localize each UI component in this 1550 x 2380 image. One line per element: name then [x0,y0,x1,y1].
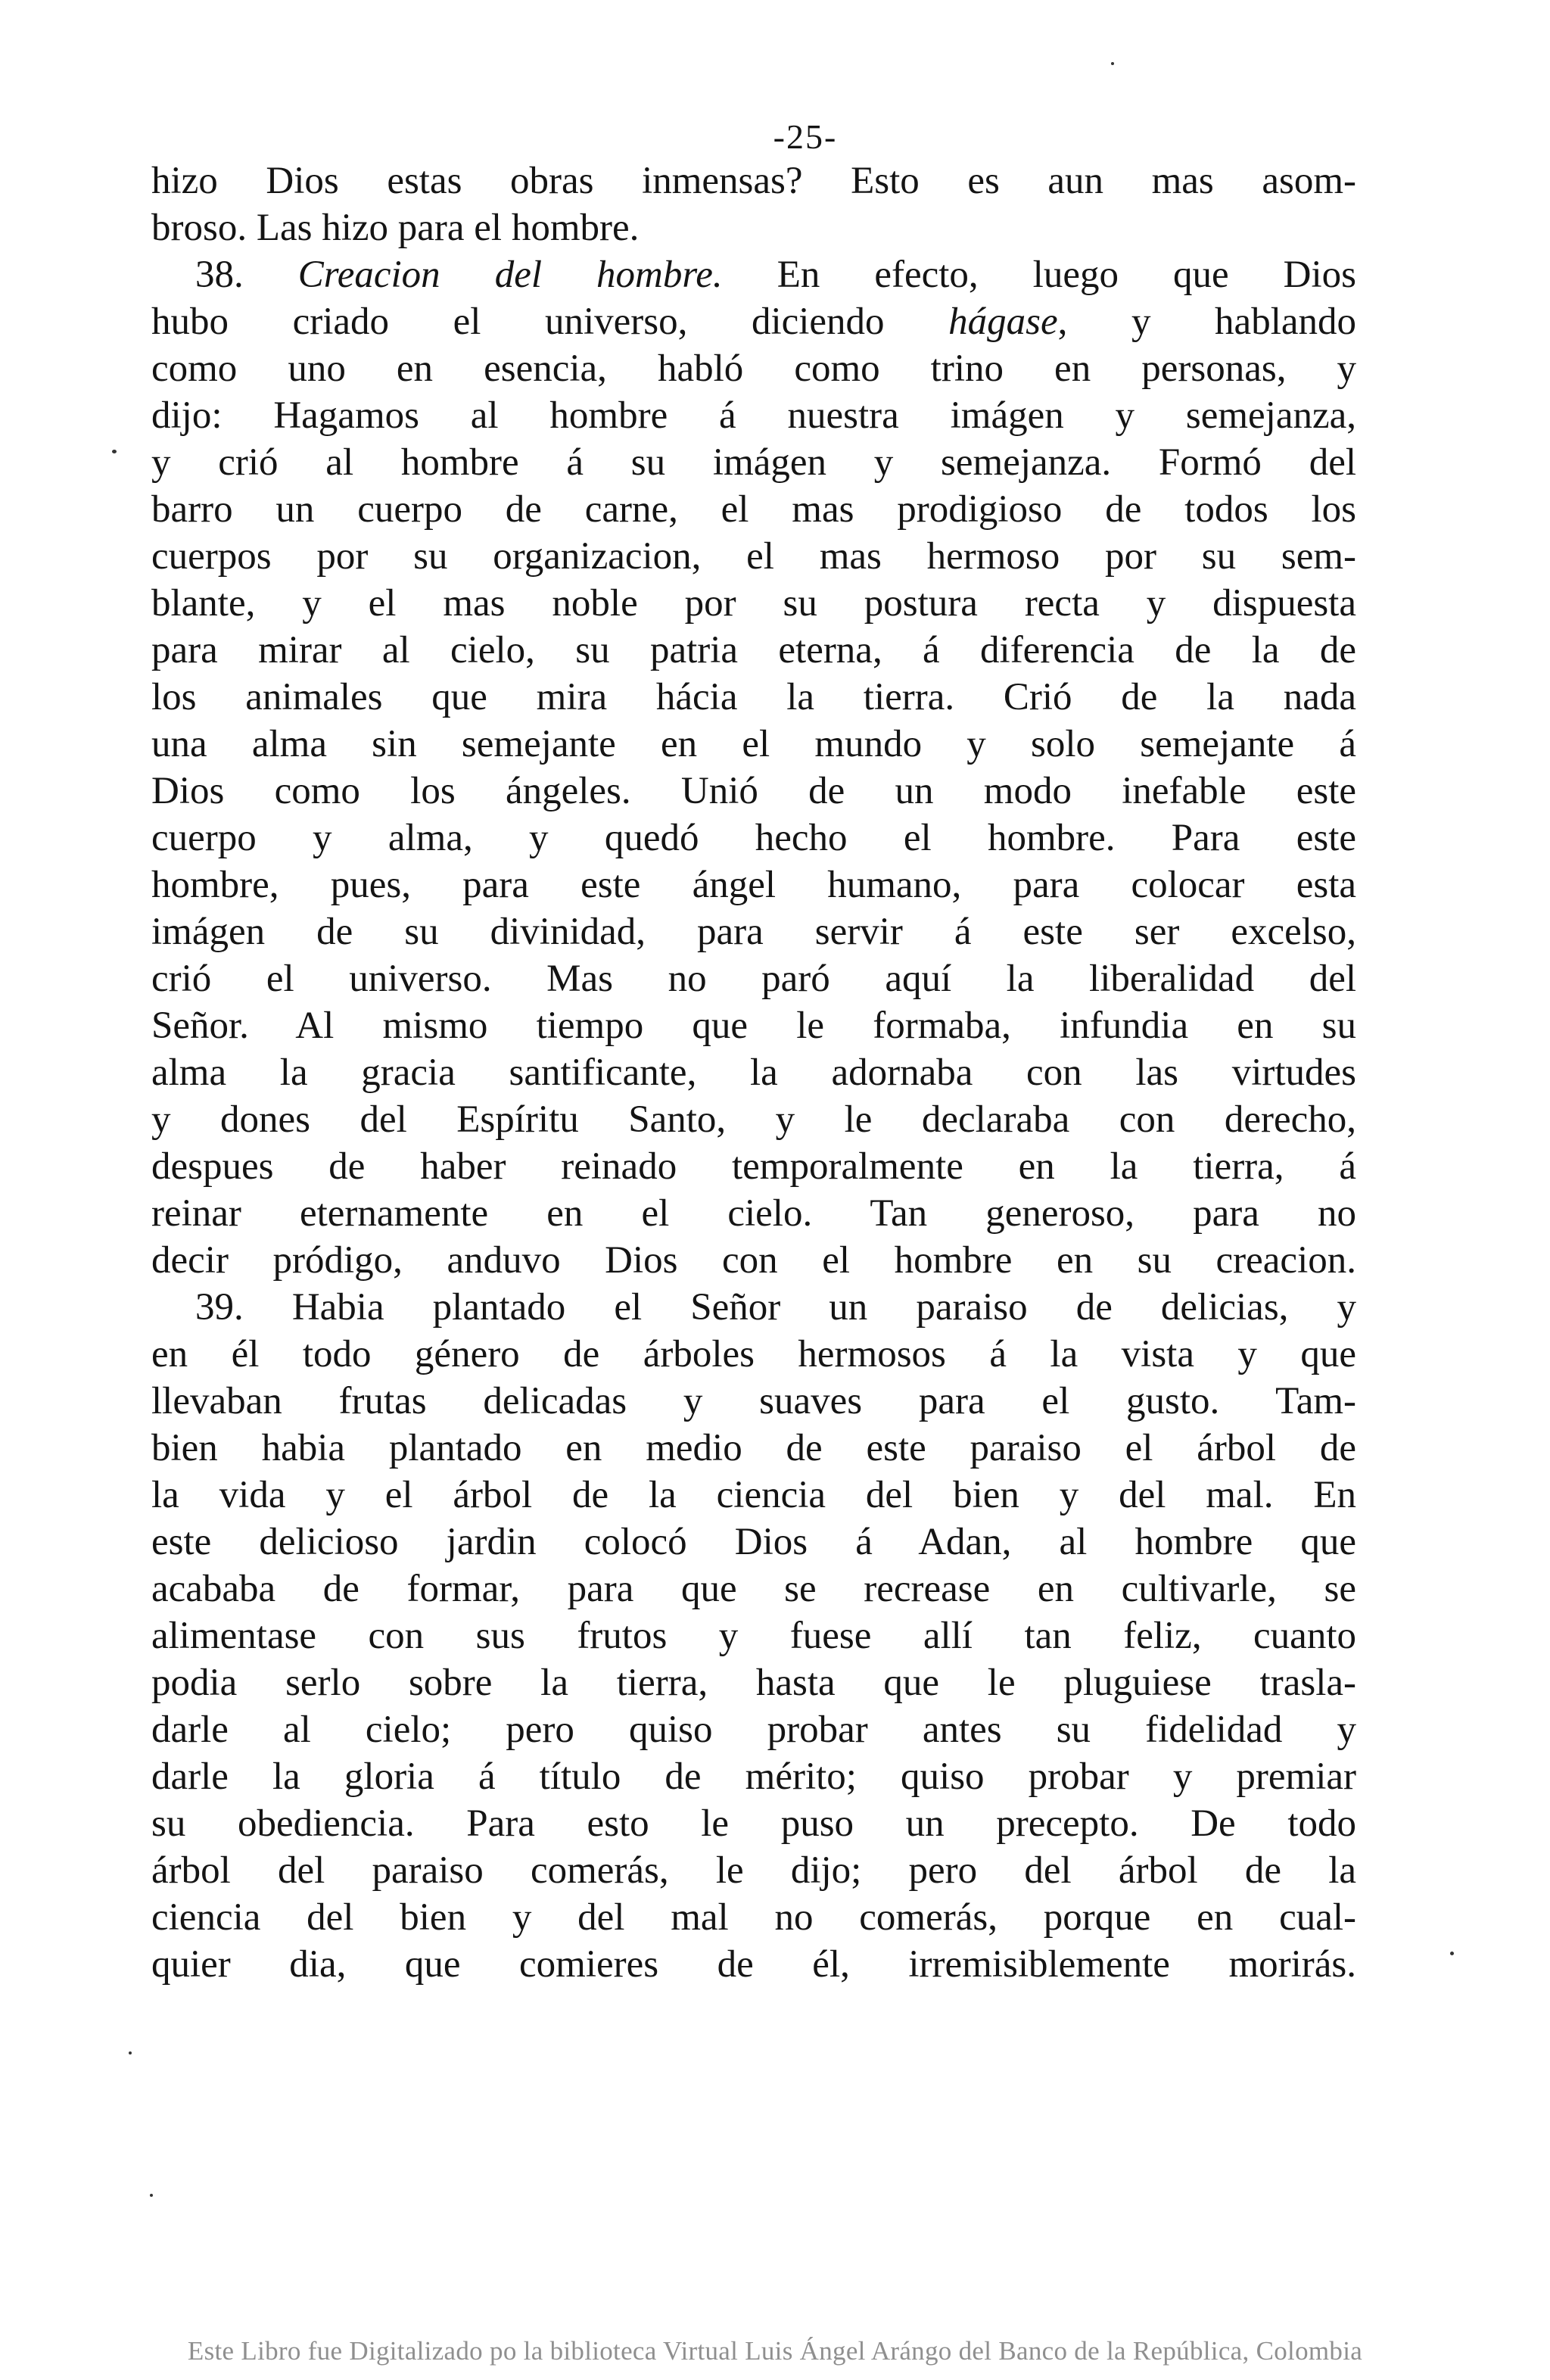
text-line-19: Señor. Al mismo tiempo que le formaba, infundia en su [151,1005,1356,1047]
scan-speck [1450,1952,1454,1955]
text-line-25: 39. Habia plantado el Señor un paraiso de delicias, y [195,1286,1356,1329]
text-line-24: decir pródigo, anduvo Dios con el hombre en su creacion. [151,1239,1356,1282]
italic-hagase: hágase [948,301,1058,343]
paragraph-38-number: 38. [195,254,298,296]
text-line-35: darle la gloria á título de mérito; quiso probar y premiar [151,1755,1356,1798]
text-line-10: blante, y el mas noble por su postura recta y dispuesta [151,582,1356,625]
text-line-1: hizo Dios estas obras inmensas? Esto es aun mas asom- [151,160,1356,202]
body-text [151,157,1356,1988]
text-line-6: dijo: Hagamos al hombre á nuestra imágen y semejanza, [151,394,1356,437]
text-line-33: podia serlo sobre la tierra, hasta que le pluguiese trasla- [151,1662,1356,1704]
text-line-20: alma la gracia santificante, la adornaba con las virtudes [151,1051,1356,1094]
text-line-4: hubo criado el universo, diciendo hágase, y hablando [151,301,1356,343]
text-line-39: quier dia, que comieres de él, irremisiblemente morirás. [151,1943,1356,1986]
section-heading-creacion: Creacion del hombre. [297,254,723,296]
text-line-7: y crió al hombre á su imágen y semejanza. Formó del [151,441,1356,484]
text-line-31: acababa de formar, para que se recrease en cultivarle, se [151,1568,1356,1610]
text-line-12: los animales que mira hácia la tierra. Crió de la nada [151,676,1356,718]
text-line-21: y dones del Espíritu Santo, y le declaraba con derecho, [151,1098,1356,1141]
paragraph-38-rest: En efecto, luego que Dios [722,254,1356,296]
text-line-3 [151,251,1356,298]
text-line-17: imágen de su divinidad, para servir á este ser excelso, [151,911,1356,953]
text-line-5: como uno en esencia, habló como trino en personas, y [151,347,1356,390]
text-line-16: hombre, pues, para este ángel humano, para colocar esta [151,864,1356,906]
text-line-9: cuerpos por su organizacion, el mas hermoso por su sem- [151,535,1356,578]
page-number: -25- [773,117,838,156]
scan-speck [1111,62,1114,65]
text-line-34: darle al cielo; pero quiso probar antes su fidelidad y [151,1709,1356,1751]
digitization-footer: Este Libro fue Digitalizado po la biblioteca Virtual Luis Ángel Arángo del Banco de la República, Colombia [187,2336,1363,2366]
text-line-38: ciencia del bien y del mal no comerás, porque en cual- [151,1896,1356,1939]
text-line-15: cuerpo y alma, y quedó hecho el hombre. Para este [151,817,1356,859]
text-line-8: barro un cuerpo de carne, el mas prodigioso de todos los [151,488,1356,531]
text-line-36: su obediencia. Para esto le puso un precepto. De todo [151,1802,1356,1845]
text-line-32: alimentase con sus frutos y fuese allí tan feliz, cuanto [151,1615,1356,1657]
scan-speck [150,2194,153,2197]
text-line-22: despues de haber reinado temporalmente en la tierra, á [151,1145,1356,1188]
text-line-14: Dios como los ángeles. Unió de un modo inefable este [151,770,1356,812]
scan-speck [129,2051,132,2054]
text-line-28: bien habia plantado en medio de este paraiso el árbol de [151,1427,1356,1469]
text-line-13: una alma sin semejante en el mundo y solo semejante á [151,723,1356,765]
text-line-2: broso. Las hizo para el hombre. [151,207,640,249]
text-line-18: crió el universo. Mas no paró aquí la liberalidad del [151,958,1356,1000]
text-line-37: árbol del paraiso comerás, le dijo; pero del árbol de la [151,1849,1356,1892]
scan-speck [112,450,117,453]
text-line-11: para mirar al cielo, su patria eterna, á diferencia de la de [151,629,1356,671]
text-line-30: este delicioso jardin colocó Dios á Adan, al hombre que [151,1521,1356,1563]
text-line-23: reinar eternamente en el cielo. Tan generoso, para no [151,1192,1356,1235]
text-line-26: en él todo género de árboles hermosos á la vista y que [151,1333,1356,1375]
text-line-27: llevaban frutas delicadas y suaves para el gusto. Tam- [151,1380,1356,1422]
text-line-29: la vida y el árbol de la ciencia del bien y del mal. En [151,1474,1356,1516]
